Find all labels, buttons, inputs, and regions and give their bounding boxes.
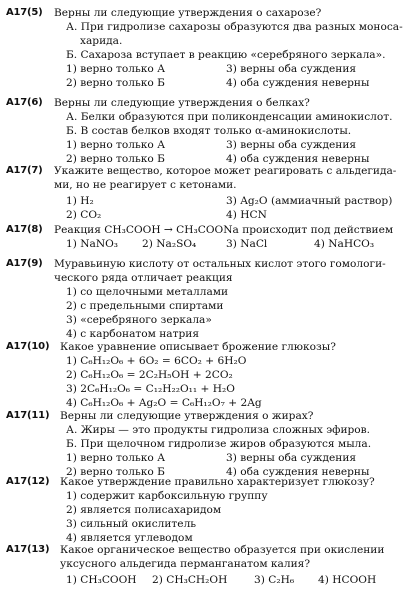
answer-option-1[interactable]: 1) верно только А bbox=[66, 63, 166, 75]
statement-a-continued: харида. bbox=[80, 35, 123, 47]
answer-option-3[interactable]: 3) верны оба суждения bbox=[226, 63, 357, 75]
answer-option-4[interactable]: 4) оба суждения неверны bbox=[226, 153, 370, 165]
answer-option-2[interactable]: 2) верно только Б bbox=[66, 466, 165, 478]
answer-option-4[interactable]: 4) оба суждения неверны bbox=[226, 466, 370, 478]
question-text: Муравьиную кислоту от остальных кислот этого гомологи- bbox=[54, 258, 386, 270]
answer-option-1[interactable]: 1) верно только А bbox=[66, 139, 166, 151]
question-text: Верны ли следующие утверждения о сахарозе? bbox=[54, 7, 322, 19]
answer-option-1[interactable]: 1) со щелочными металлами bbox=[66, 286, 229, 298]
question-number: A17(9) bbox=[6, 258, 43, 269]
question-text-continued: ми, но не реагирует с кетонами. bbox=[54, 179, 237, 191]
question-text: Какое утверждение правильно характеризует глюкозу? bbox=[60, 476, 375, 488]
statement-a: А. Жиры — это продукты гидролиза сложных эфиров. bbox=[66, 424, 371, 436]
answer-option-3[interactable]: 3) 2C₆H₁₂O₆ = C₁₂H₂₂O₁₁ + H₂O bbox=[66, 383, 235, 395]
answer-option-4[interactable]: 4) является углеводом bbox=[66, 532, 193, 544]
question-text: Верны ли следующие утверждения о белках? bbox=[54, 97, 310, 109]
question-number: A17(7) bbox=[6, 165, 43, 176]
question-number: A17(5) bbox=[6, 7, 43, 18]
answer-option-2[interactable]: 2) является полисахаридом bbox=[66, 504, 222, 516]
statement-a: А. Белки образуются при поликонденсации аминокислот. bbox=[66, 111, 393, 123]
statement-b: Б. Сахароза вступает в реакцию «серебряного зеркала». bbox=[66, 49, 386, 61]
answer-option-1[interactable]: 1) C₆H₁₂O₆ + 6O₂ = 6CO₂ + 6H₂O bbox=[66, 355, 247, 367]
question-text-continued: ческого ряда отличает реакция bbox=[54, 272, 233, 284]
answer-option-4[interactable]: 4) NaHCO₃ bbox=[314, 238, 375, 250]
question-text-continued: уксусного альдегида перманганатом калия? bbox=[60, 558, 311, 570]
statement-b: Б. В состав белков входят только α-аминокислоты. bbox=[66, 125, 352, 137]
answer-option-2[interactable]: 2) с предельными спиртами bbox=[66, 300, 224, 312]
answer-option-1[interactable]: 1) содержит карбоксильную группу bbox=[66, 490, 268, 502]
answer-option-3[interactable]: 3) верны оба суждения bbox=[226, 139, 357, 151]
answer-option-2[interactable]: 2) Na₂SO₄ bbox=[142, 238, 197, 250]
answer-option-2[interactable]: 2) C₆H₁₂O₆ = 2C₂H₅OH + 2CO₂ bbox=[66, 369, 233, 381]
question-text: Верны ли следующие утверждения о жирах? bbox=[60, 410, 314, 422]
answer-option-3[interactable]: 3) Ag₂O (аммиачный раствор) bbox=[226, 195, 393, 207]
answer-option-4[interactable]: 4) с карбонатом натрия bbox=[66, 328, 200, 340]
statement-b: Б. При щелочном гидролизе жиров образуются мыла. bbox=[66, 438, 372, 450]
answer-option-2[interactable]: 2) CH₃CH₂OH bbox=[152, 574, 228, 586]
question-number: A17(6) bbox=[6, 97, 43, 108]
answer-option-3[interactable]: 3) C₂H₆ bbox=[254, 574, 295, 586]
answer-option-1[interactable]: 1) CH₃COOH bbox=[66, 574, 137, 586]
question-number: A17(11) bbox=[6, 410, 50, 421]
answer-option-4[interactable]: 4) HCN bbox=[226, 209, 267, 221]
answer-option-2[interactable]: 2) верно только Б bbox=[66, 77, 165, 89]
answer-option-1[interactable]: 1) верно только А bbox=[66, 452, 166, 464]
answer-option-3[interactable]: 3) «серебряного зеркала» bbox=[66, 314, 212, 326]
question-text: Укажите вещество, которое может реагировать с альдегида- bbox=[54, 165, 397, 177]
question-text: Какое уравнение описывает брожение глюкозы? bbox=[60, 341, 336, 353]
answer-option-1[interactable]: 1) NaNO₃ bbox=[66, 238, 119, 250]
question-number: A17(13) bbox=[6, 544, 50, 555]
answer-option-4[interactable]: 4) HCOOH bbox=[318, 574, 377, 586]
answer-option-1[interactable]: 1) H₂ bbox=[66, 195, 94, 207]
statement-a: А. При гидролизе сахарозы образуются два разных моноса- bbox=[66, 21, 403, 33]
answer-option-4[interactable]: 4) оба суждения неверны bbox=[226, 77, 370, 89]
answer-option-3[interactable]: 3) сильный окислитель bbox=[66, 518, 197, 530]
answer-option-4[interactable]: 4) C₆H₁₂O₆ + Ag₂O = C₆H₁₂O₇ + 2Ag bbox=[66, 397, 262, 409]
question-number: A17(12) bbox=[6, 476, 50, 487]
question-number: A17(8) bbox=[6, 224, 43, 235]
answer-option-2[interactable]: 2) верно только Б bbox=[66, 153, 165, 165]
answer-option-2[interactable]: 2) CO₂ bbox=[66, 209, 102, 221]
answer-option-3[interactable]: 3) верны оба суждения bbox=[226, 452, 357, 464]
question-number: A17(10) bbox=[6, 341, 50, 352]
question-text: Реакция CH₃COOH → CH₃COONa происходит под действием bbox=[54, 224, 394, 236]
answer-option-3[interactable]: 3) NaCl bbox=[226, 238, 268, 250]
question-text: Какое органическое вещество образуется при окислении bbox=[60, 544, 385, 556]
